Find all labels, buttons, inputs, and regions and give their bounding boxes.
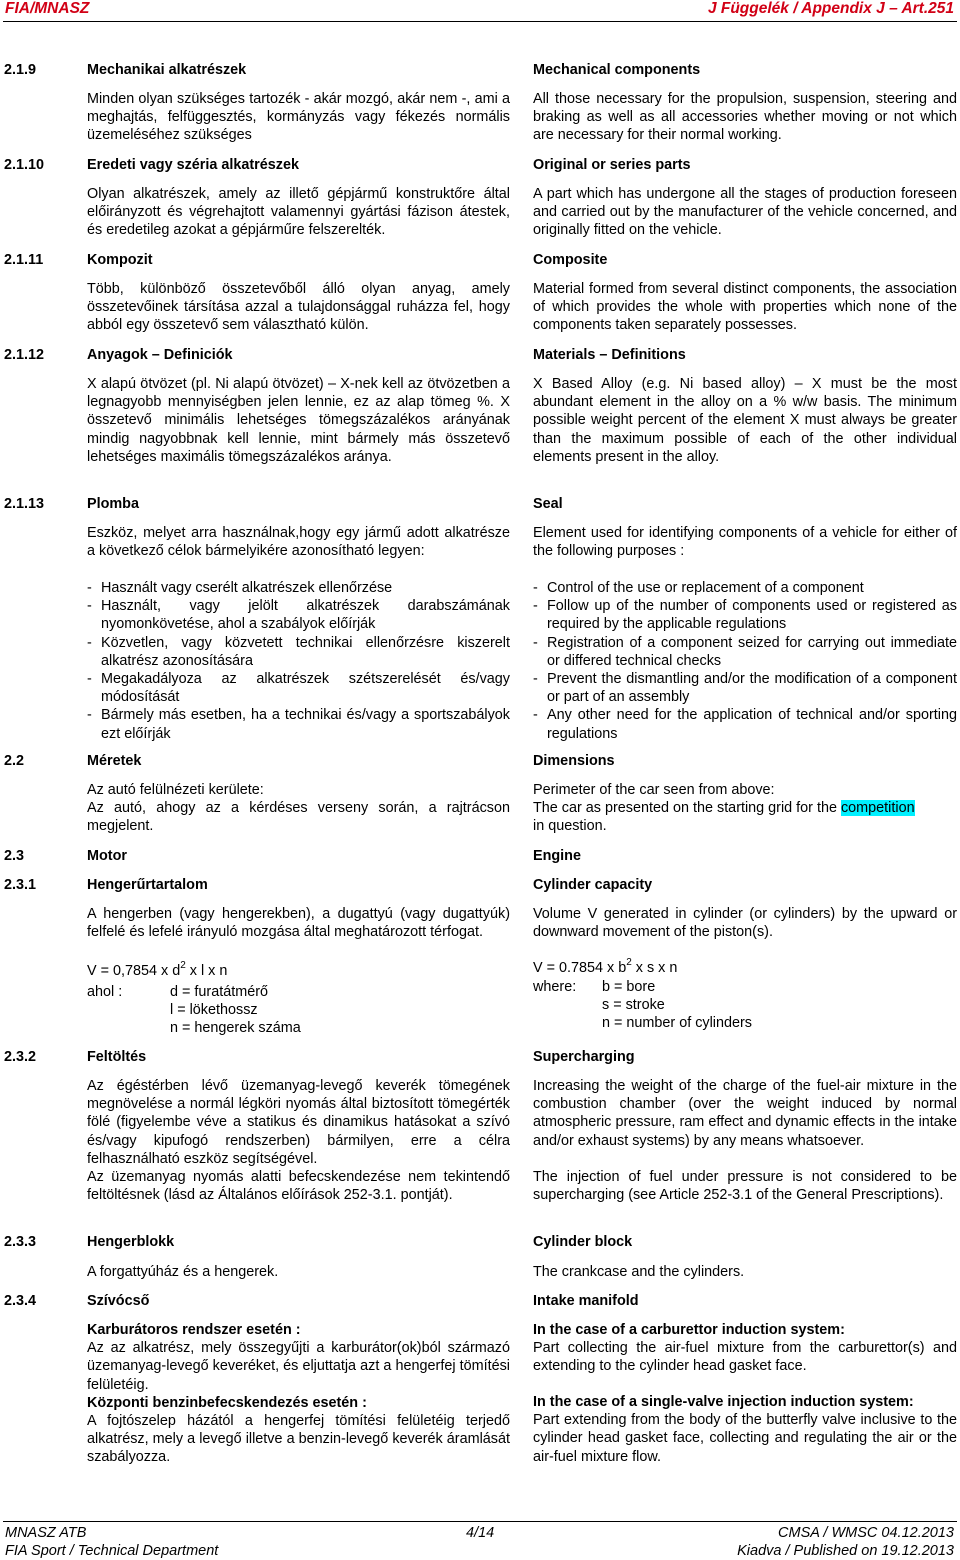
footer-right <box>737 1524 954 1560</box>
formula-text: x s x n <box>631 960 678 976</box>
section-text-en: Element used for identifying components of a vehicle for either of the following purposes : <box>533 525 957 560</box>
definition: d = furatátmérő <box>170 984 268 1000</box>
footer-text: MNASZ ATB <box>5 1525 87 1541</box>
formula-text: V = 0,7854 x d <box>87 963 181 979</box>
subheading: In the case of a carburettor induction system: <box>533 1322 845 1338</box>
header-right: J Függelék / Appendix J – Art.251 <box>707 0 954 17</box>
section-title-en: Intake manifold <box>533 1293 639 1309</box>
section-number: 2.3.1 <box>4 877 37 893</box>
paragraph: Perimeter of the car seen from above: <box>533 782 775 798</box>
section-text-hu <box>87 1321 510 1467</box>
subheading: Karburátoros rendszer esetén : <box>87 1322 301 1338</box>
where-label-en: where: <box>533 979 577 995</box>
subheading: Központi benzinbefecskendezés esetén : <box>87 1394 367 1411</box>
footer-text: FIA Sport / Technical Department <box>5 1543 219 1559</box>
where-label-hu: ahol : <box>87 984 123 1000</box>
section-title-en: Dimensions <box>533 753 615 769</box>
list-item: - Registration of a component seized for carrying out immediate or differed technical checks <box>533 634 957 670</box>
section-text-en <box>533 781 957 836</box>
section-title-hu: Kompozit <box>87 252 153 268</box>
paragraph: Az az alkatrész, mely összegyűjti a karburátor(ok)ból származó üzemanyag-levegő keveréket, és eljuttatja azt a hengerfej tömítési felületéig. <box>87 1340 510 1393</box>
section-text-en: The injection of fuel under pressure is not considered to be supercharging (see Article 252-3.1 of the General Prescriptions). <box>533 1169 957 1204</box>
section-number: 2.1.13 <box>4 496 45 512</box>
section-text-en: Increasing the weight of the charge of the fuel-air mixture in the combustion chamber (over the weight induced by normal atmospheric pressure, ram effect and dynamic effects in the intake and/or exhaust systems) by any means whatsoever. <box>533 1078 957 1149</box>
purpose-list-en <box>533 579 957 743</box>
list-item: - Bármely más esetben, ha a technikai és/vagy a sportszabályok ezt előírják <box>87 706 510 742</box>
section-title-hu: Méretek <box>87 753 142 769</box>
section-text-en: X Based Alloy (e.g. Ni based alloy) – X must be the most abundant element in the alloy on a % w/w basis. The minimum possible weight percent of the element X must always be greater than the maximum possible of each of the other individual elements present in the alloy. <box>533 376 957 465</box>
paragraph: Az autó, ahogy az a kérdéses verseny során, a rajtrácson megjelent. <box>87 800 510 835</box>
header-left: FIA/MNASZ <box>5 0 90 17</box>
text-run: The car as presented on the starting grid for the <box>533 800 837 817</box>
paragraph: Az autó felülnézeti kerülete: <box>87 782 264 798</box>
section-title-hu: Mechanikai alkatrészek <box>87 62 247 78</box>
purpose-list-hu <box>87 579 510 743</box>
section-text-en: Material formed from several distinct components, the association of which provides the whole with properties which none of the components taken separately possesses. <box>533 281 957 334</box>
section-title-en: Engine <box>533 848 581 864</box>
paragraph: A fojtószelep házától a hengerfej tömítési felületéig terjedő alkatrész, mely a levegő illetve a benzin-levegő keverék áramlását szabályozza. <box>87 1413 510 1466</box>
section-title-en: Materials – Definitions <box>533 347 686 363</box>
exponent: 2 <box>626 957 632 968</box>
page-header <box>0 0 960 22</box>
list-item: - Használt, vagy jelölt alkatrészek darabszámának nyomonkövetése, ahol a szabályok előírják <box>87 597 510 633</box>
section-number: 2.3.2 <box>4 1049 37 1065</box>
formula-en <box>533 959 677 979</box>
formula-hu <box>87 962 227 982</box>
footer-text: CMSA / WMSC 04.12.2013 <box>778 1525 954 1541</box>
paragraph: Part collecting the air-fuel mixture from the carburettor(s) and extending to the cylinder head gasket face. <box>533 1340 957 1375</box>
section-text-hu: Olyan alkatrészek, amely az illető gépjármű konstruktőre által előirányzott és végrehajtott valamennyi gyártási fázison átestek, és eredetileg azokat a gépjárműre felszerelték. <box>87 186 510 239</box>
list-item: - Megakadályoza az alkatrészek szétszerelését és/vagy módosítását <box>87 670 510 706</box>
section-title-en: Supercharging <box>533 1049 635 1065</box>
section-title-en: Mechanical components <box>533 62 701 78</box>
section-number: 2.1.12 <box>4 347 45 363</box>
section-title-hu: Motor <box>87 848 127 864</box>
section-number: 2.3.4 <box>4 1293 37 1309</box>
list-item: - Follow up of the number of components used or registered as required by the applicable regulations <box>533 597 957 633</box>
definition: b = bore <box>602 979 656 995</box>
section-number: 2.3 <box>4 848 25 864</box>
section-title-en: Original or series parts <box>533 157 691 173</box>
page-number: 4/14 <box>466 1525 495 1541</box>
section-title-en: Seal <box>533 496 563 512</box>
section-title-en: Cylinder block <box>533 1234 633 1250</box>
paragraph: Part extending from the body of the butterfly valve inclusive to the cylinder head gasket face, collecting and regulating the air or the air-fuel mixture flow. <box>533 1412 957 1465</box>
highlighted-word: competition <box>840 800 915 817</box>
list-item: - Közvetlen, vagy közvetett technikai ellenőrzésre kiszerelt alkatrész azonosítására <box>87 634 510 670</box>
text-run: in question. <box>533 818 607 835</box>
section-title-hu: Feltöltés <box>87 1049 147 1065</box>
list-item: - Any other need for the application of technical and/or sporting regulations <box>533 706 957 742</box>
section-title-hu: Plomba <box>87 496 139 512</box>
definition: n = hengerek száma <box>170 1020 301 1036</box>
footer-left <box>5 1524 218 1560</box>
section-text-en: Volume V generated in cylinder (or cylinders) by the upward or downward movement of the piston(s). <box>533 906 957 941</box>
footer-text: Kiadva / Published on 19.12.2013 <box>737 1543 954 1559</box>
list-item: - Használt vagy cserélt alkatrészek ellenőrzése <box>87 579 510 597</box>
section-number: 2.2 <box>4 753 25 769</box>
subheading: In the case of a single-valve injection induction system: <box>533 1394 914 1410</box>
footer-rule <box>3 1521 957 1522</box>
section-text-en <box>533 1393 957 1466</box>
definition: s = stroke <box>602 997 665 1013</box>
paragraph: Az üzemanyag nyomás alatti befecskendezése nem tekintendő feltöltésnek (lásd az Általános előírások 252-3.1. pontját). <box>87 1169 510 1204</box>
paragraph: Az égéstérben lévő üzemanyag-levegő keverék tömegének megnövelése a normál légköri nyomás által biztosított tömegérték fölé (figyelembe véve a statikus és dinamikus hatásokat a szívó és/vagy kipufogó rendszerben) bármilyen, erre a célra felhasználható eszköz segítségével. <box>87 1078 510 1167</box>
section-number: 2.1.10 <box>4 157 45 173</box>
section-text-en: The crankcase and the cylinders. <box>533 1264 745 1280</box>
section-text-hu <box>87 781 510 836</box>
section-number: 2.1.11 <box>4 252 44 268</box>
section-text-hu: Több, különböző összetevőből álló olyan anyag, amely összetevőinek társítása azzal a tulajdonsággal ruházza fel, hogy abból egy összetevő sem választható külön. <box>87 281 510 334</box>
section-text-en: All those necessary for the propulsion, suspension, steering and braking as well as all accessories whether moving or not which are necessary for their normal working. <box>533 91 957 144</box>
section-title-hu: Hengerblokk <box>87 1234 175 1250</box>
section-number: 2.1.9 <box>4 62 37 78</box>
list-item: - Prevent the dismantling and/or the modification of a component or part of an assembly <box>533 670 957 706</box>
section-title-en: Composite <box>533 252 608 268</box>
section-title-hu: Eredeti vagy széria alkatrészek <box>87 157 299 173</box>
section-text-hu: Minden olyan szükséges tartozék - akár mozgó, akár nem -, ami a meghajtás, felfüggesztés, kormányzás vagy fékezés normális üzemeléséhez szükséges <box>87 91 510 144</box>
definition: l = lökethossz <box>170 1002 258 1018</box>
section-title-hu: Anyagok – Definiciók <box>87 347 233 363</box>
section-text-en <box>533 1321 957 1376</box>
section-title-hu: Szívócső <box>87 1293 150 1309</box>
definition: n = number of cylinders <box>602 1015 752 1031</box>
header-rule <box>3 21 957 22</box>
section-text-en: A part which has undergone all the stages of production foreseen and carried out by the manufacturer of the vehicle concerned, and originally fitted on the vehicle. <box>533 186 957 239</box>
exponent: 2 <box>180 960 186 971</box>
formula-text: x l x n <box>185 963 228 979</box>
section-title-hu: Hengerűrtartalom <box>87 877 208 893</box>
paragraph <box>533 799 957 835</box>
section-text-hu: X alapú ötvözet (pl. Ni alapú ötvözet) – X-nek kell az ötvözetben a legnagyobb mennyiségben jelen lennie, ez az alap tömeg %. X összetevő minimális lehetséges tömegszázalékos arányának mindig nagyobbnak kell lennie, mint bármely más összetevő lehetséges maximális tömegszázalékos aránya. <box>87 376 510 465</box>
section-text-hu: Eszköz, melyet arra használnak,hogy egy jármű adott alkatrésze a következő célok bármelyikére azonosítható legyen: <box>87 525 510 560</box>
section-text-hu <box>87 1077 510 1204</box>
formula-text: V = 0.7854 x b <box>533 960 627 976</box>
section-text-hu: A forgattyúház és a hengerek. <box>87 1264 279 1280</box>
section-number: 2.3.3 <box>4 1234 37 1250</box>
section-title-en: Cylinder capacity <box>533 877 653 893</box>
section-text-hu: A hengerben (vagy hengerekben), a dugattyú (vagy dugattyúk) felfelé és lefelé irányuló mozgása által meghatározott térfogat. <box>87 906 510 941</box>
list-item: - Control of the use or replacement of a component <box>533 579 957 597</box>
